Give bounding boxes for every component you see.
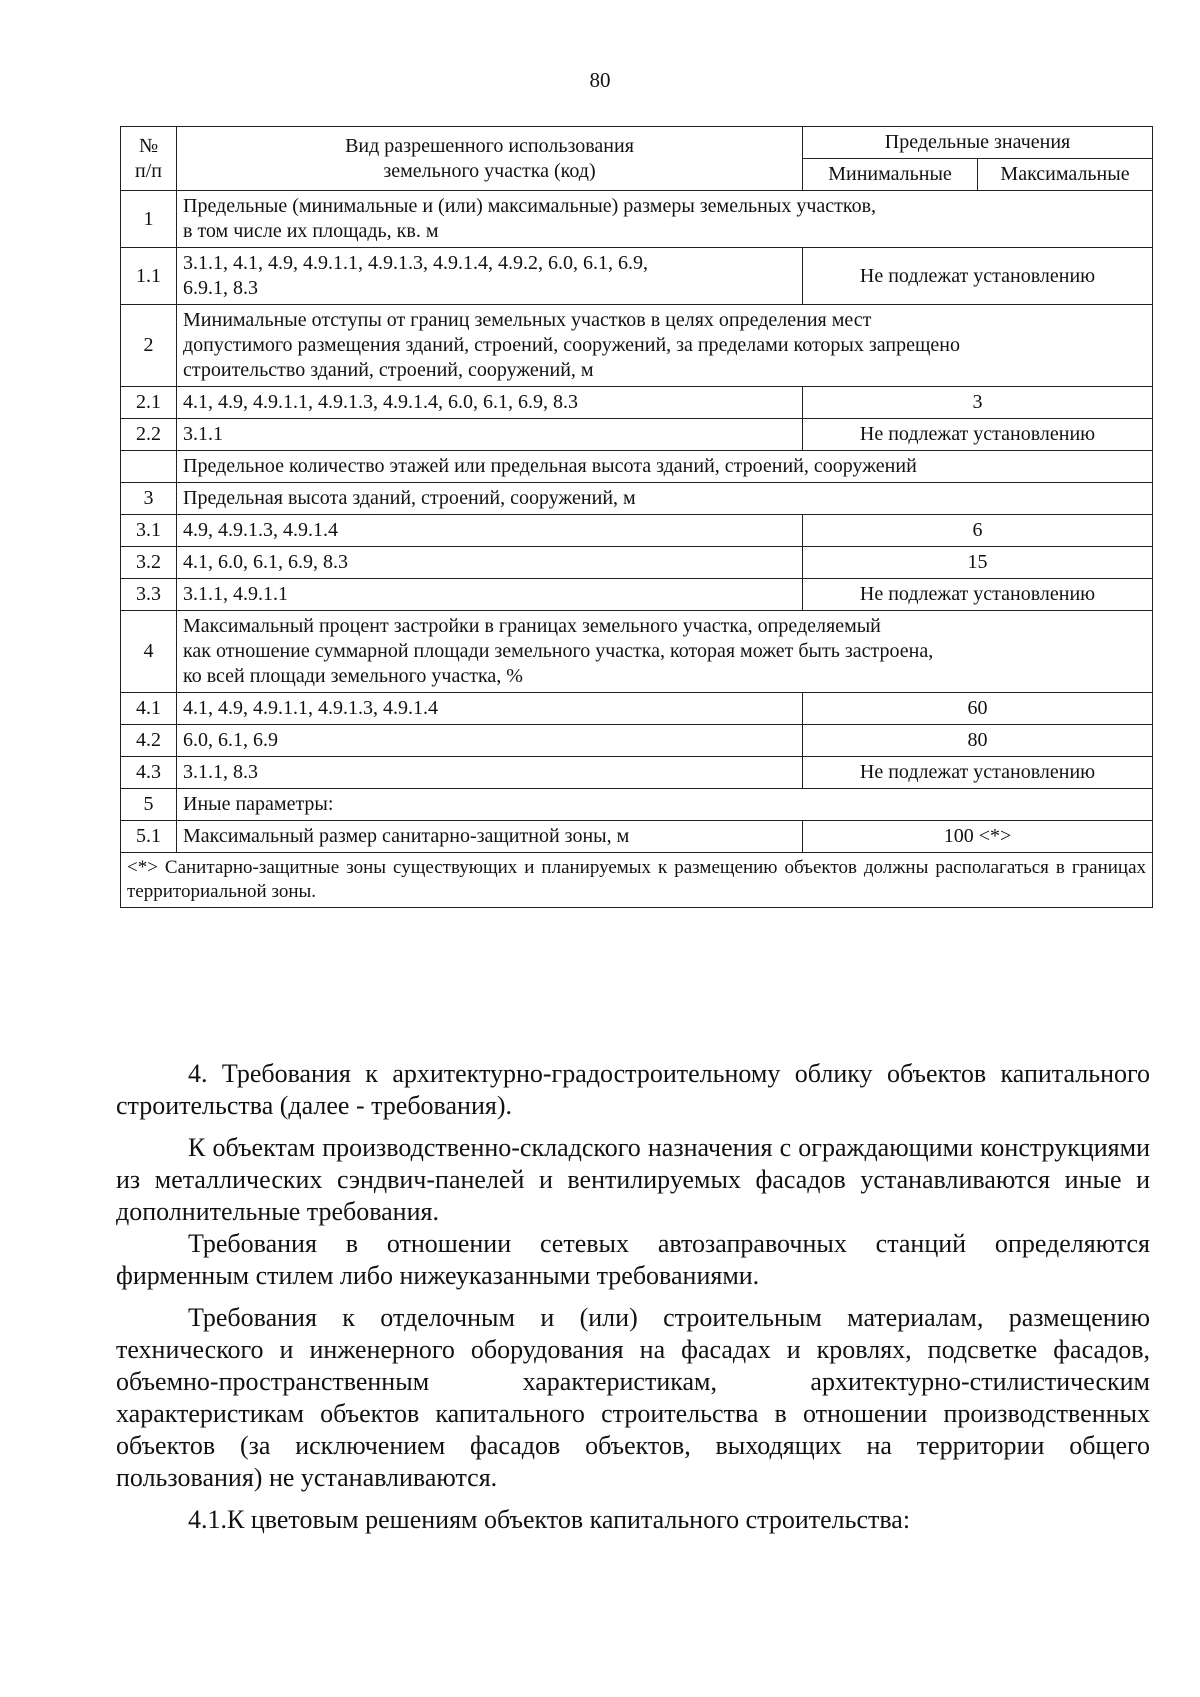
row-value: Не подлежат установлению [803, 419, 1153, 451]
row-text: 3.1.1 [177, 419, 803, 451]
table-row [121, 725, 1153, 757]
table-row [121, 611, 1153, 693]
table-footnote: <*> Санитарно-защитные зоны существующих и планируемых к размещению объектов должны располагаться в границах территориальной зоны. [121, 853, 1153, 908]
row-text: Предельная высота зданий, строений, сооружений, м [177, 483, 1153, 515]
paragraph-materials: Требования к отделочным и (или) строительным материалам, размещению технического и инженерного оборудования на фасадах и кровлях, подсветке фасадов, объемно-пространственным характеристикам, архитектурно-стилистическим характеристикам объектов капитального строительства в отношении производственных объектов (за исключением фасадов объектов, выходящих на территории общего пользования) не устанавливаются. [116, 1303, 1150, 1492]
row-number [121, 451, 177, 483]
row-number: 5 [121, 789, 177, 821]
row-number: 2.1 [121, 387, 177, 419]
row-number: 3 [121, 483, 177, 515]
row-text: Максимальный процент застройки в границах земельного участка, определяемый как отношение суммарной площади земельного участка, которая может быть застроена, ко всей площади земельного участка, % [177, 611, 1153, 693]
table-row [121, 419, 1153, 451]
body-text [116, 1058, 1150, 1536]
row-text: 4.1, 4.9, 4.9.1.1, 4.9.1.3, 4.9.1.4, 6.0, 6.1, 6.9, 8.3 [177, 387, 803, 419]
table-row [121, 248, 1153, 305]
header-minimum: Минимальные [803, 159, 978, 191]
table-row [121, 757, 1153, 789]
table-row [121, 387, 1153, 419]
row-number: 1 [121, 191, 177, 248]
row-value: Не подлежат установлению [803, 248, 1153, 305]
table-row [121, 547, 1153, 579]
header-maximum: Максимальные [978, 159, 1153, 191]
row-number: 5.1 [121, 821, 177, 853]
row-text: 4.1, 6.0, 6.1, 6.9, 8.3 [177, 547, 803, 579]
row-text: Иные параметры: [177, 789, 1153, 821]
paragraph-industrial-objects: К объектам производственно-складского назначения с ограждающими конструкциями из металлических сэндвич-панелей и вентилируемых фасадов устанавливаются иные и дополнительные требования. [116, 1133, 1150, 1226]
row-text: Максимальный размер санитарно-защитной зоны, м [177, 821, 803, 853]
paragraph-gas-stations: Требования в отношении сетевых автозаправочных станций определяются фирменным стилем либо нижеуказанными требованиями. [116, 1229, 1150, 1290]
table-row [121, 789, 1153, 821]
table-row [121, 451, 1153, 483]
row-text: 3.1.1, 4.1, 4.9, 4.9.1.1, 4.9.1.3, 4.9.1.4, 4.9.2, 6.0, 6.1, 6.9, 6.9.1, 8.3 [177, 248, 803, 305]
row-value: Не подлежат установлению [803, 757, 1153, 789]
row-value: 3 [803, 387, 1153, 419]
row-number: 4.2 [121, 725, 177, 757]
page-number: 80 [589, 68, 611, 92]
paragraph-color-solutions: 4.1.К цветовым решениям объектов капитального строительства: [188, 1505, 911, 1534]
table-row [121, 579, 1153, 611]
row-number: 3.2 [121, 547, 177, 579]
table-note-row [121, 853, 1153, 908]
row-number: 2.2 [121, 419, 177, 451]
row-value: 80 [803, 725, 1153, 757]
table-row [121, 515, 1153, 547]
row-number: 3.3 [121, 579, 177, 611]
table-header-row [121, 127, 1153, 159]
regulations-table [120, 126, 1153, 908]
table-row [121, 305, 1153, 387]
row-number: 4.1 [121, 693, 177, 725]
header-usage-type: Вид разрешенного использования земельного участка (код) [177, 127, 803, 191]
table-row [121, 821, 1153, 853]
row-number: 1.1 [121, 248, 177, 305]
row-number: 2 [121, 305, 177, 387]
row-text: 6.0, 6.1, 6.9 [177, 725, 803, 757]
row-value: 100 <*> [803, 821, 1153, 853]
row-text: 3.1.1, 8.3 [177, 757, 803, 789]
row-text: Предельные (минимальные и (или) максимальные) размеры земельных участков, в том числе их площадь, кв. м [177, 191, 1153, 248]
row-value: 15 [803, 547, 1153, 579]
row-text: 3.1.1, 4.9.1.1 [177, 579, 803, 611]
row-number: 4 [121, 611, 177, 693]
table-row [121, 483, 1153, 515]
row-text: Минимальные отступы от границ земельных участков в целях определения мест допустимого размещения зданий, строений, сооружений, за пределами которых запрещено строительство зданий, строений, сооружений, м [177, 305, 1153, 387]
row-number: 4.3 [121, 757, 177, 789]
row-value: Не подлежат установлению [803, 579, 1153, 611]
table-row [121, 693, 1153, 725]
row-text: 4.1, 4.9, 4.9.1.1, 4.9.1.3, 4.9.1.4 [177, 693, 803, 725]
row-text: 4.9, 4.9.1.3, 4.9.1.4 [177, 515, 803, 547]
header-number: № п/п [121, 127, 177, 191]
row-value: 60 [803, 693, 1153, 725]
table-row [121, 191, 1153, 248]
row-text: Предельное количество этажей или предельная высота зданий, строений, сооружений [177, 451, 1153, 483]
header-limit-values: Предельные значения [803, 127, 1153, 159]
row-number: 3.1 [121, 515, 177, 547]
paragraph-requirements-heading: 4. Требования к архитектурно-градостроительному облику объектов капитального строительства (далее - требования). [116, 1059, 1150, 1120]
row-value: 6 [803, 515, 1153, 547]
